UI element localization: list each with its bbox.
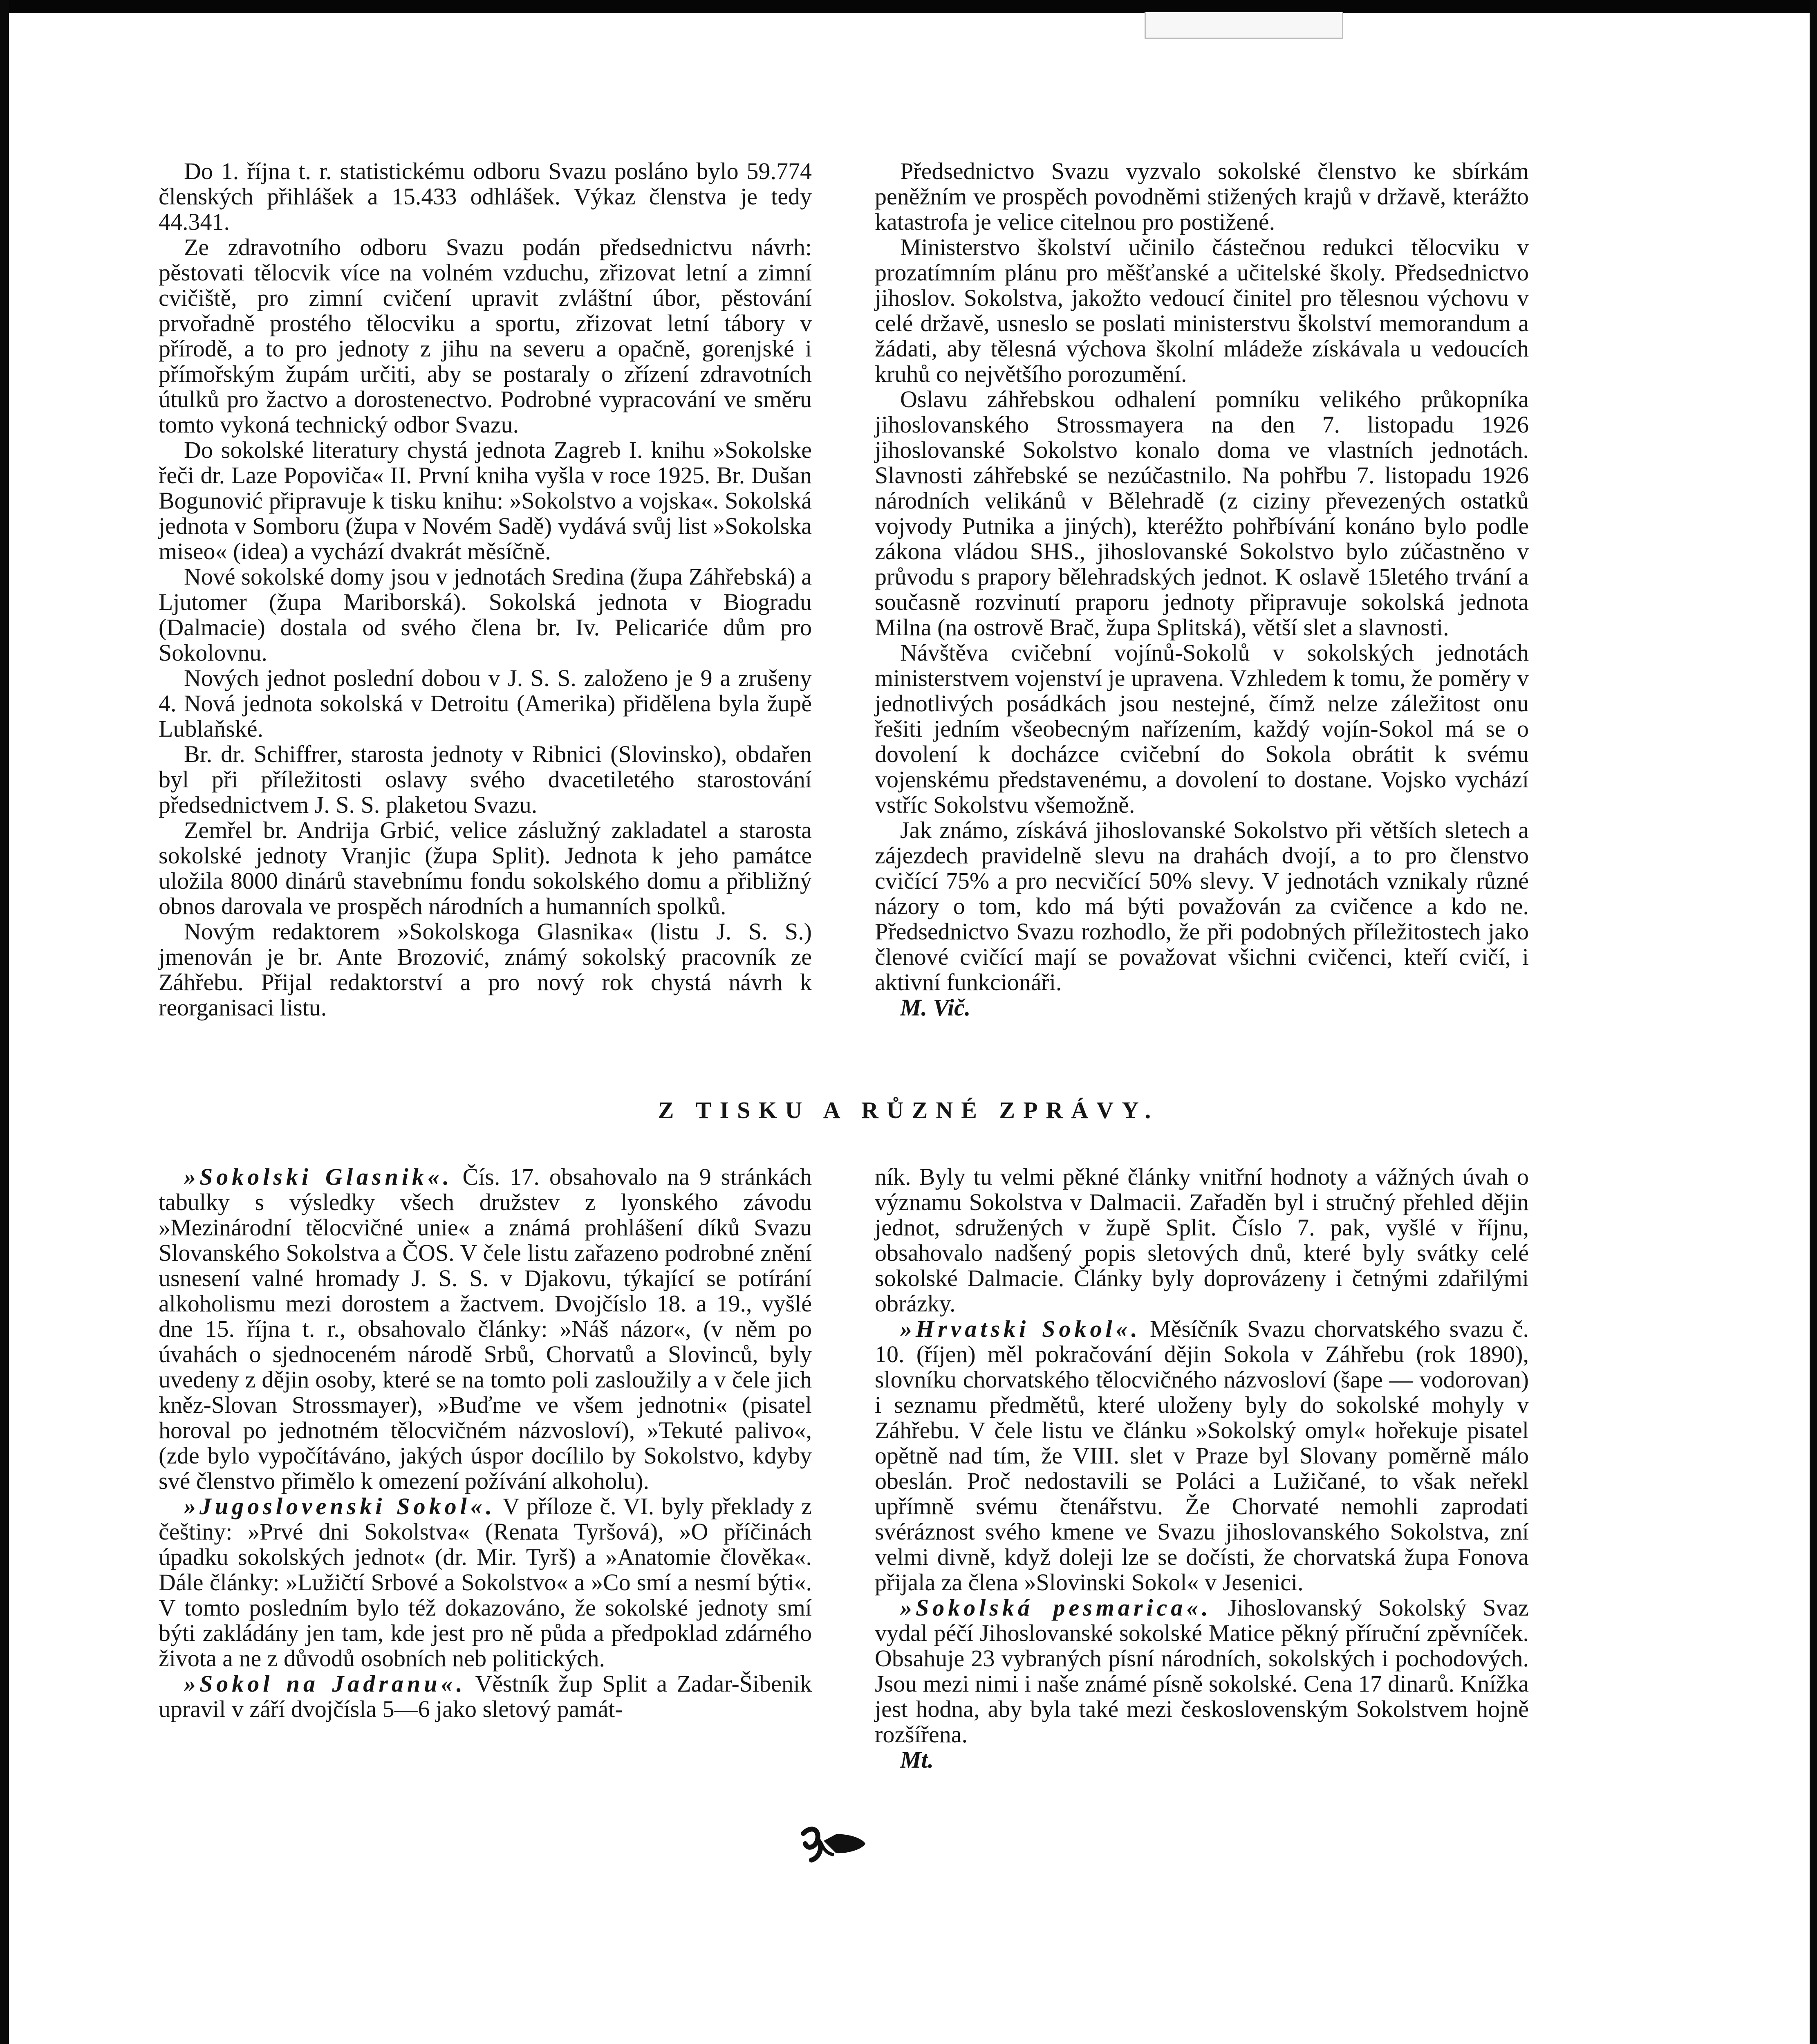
- periodical-title: »Sokolská pesmarica«.: [900, 1594, 1212, 1621]
- bottom-right-column: [875, 1164, 1529, 1773]
- paragraph: Návštěva cvičební vojínů-Sokolů v sokolských jednotách ministerstvem vojenství je upravena. Vzhledem k tomu, že poměry v jednotlivých posádkách jsou nestejné, čímž nelze záležitost onu řešiti jedním všeobecným nařízením, každý vojín-Sokol má se o dovolení k docházce cvičební do Sokola obrátit k svému vojenskému představenému, a dovolení to dostane. Vojsko vychází vstříc Sokolstvu všemožně.: [875, 639, 1529, 818]
- press-item: [159, 1671, 812, 1722]
- scan-border-top: [0, 0, 1817, 13]
- paragraph: Do sokolské literatury chystá jednota Zagreb I. knihu »Sokolske řeči dr. Laze Popoviča« II. První kniha vyšla v roce 1925. Br. Dušan Bogunović připravuje k tisku knihu: »Sokolstvo a vojska«. Sokolská jednota v Somboru (župa v Novém Sadě) vydává svůj list »Sokolska miseo« (idea) a vychází dvakrát měsíčně.: [159, 437, 812, 565]
- top-right-column: [875, 159, 1529, 1020]
- press-item: [875, 1164, 1529, 1316]
- item-text: Měsíčník Svazu chorvatského svazu č. 10. (říjen) měl pokračování dějin Sokola v Záhřebu (rok 1890), slovníku chorvatského tělocvičného názvosloví (šape — vodorovan) i seznamu předmětů, které uloženy byly do sokolské mohyly v Záhřebu. V čele listu ve článku »Sokolský omyl« hořekuje pisatel opětně nad tím, že VIII. slet v Praze byl Slovany poměrně málo obeslán. Proč nedostavili se Poláci a Lužičané, to však neřekl upřímně svému čtenářstvu. Že Chorvaté nemohli zaprodati svéráznost svého kmene ve Svazu jihoslovanského Sokolstva, zní velmi divně, když doleji lze se dočísti, že chorvatská župa Fonova přijala za člena »Slovinski Sokol« v Jesenici.: [875, 1316, 1529, 1596]
- periodical-title: »Sokolski Glasnik«.: [184, 1163, 453, 1190]
- section-title: Z TISKU A RŮZNÉ ZPRÁVY.: [658, 1097, 1159, 1123]
- ornament-icon: [795, 1821, 869, 1866]
- paragraph: Do 1. října t. r. statistickému odboru Svazu posláno bylo 59.774 členských přihlášek a 15.433 odhlášek. Výkaz členstva je tedy 44.341.: [159, 158, 812, 235]
- bottom-left-column: [159, 1164, 812, 1722]
- item-text: ník. Byly tu velmi pěkné články vnitřní hodnoty a vážných úvah o významu Sokolstva v Dalmacii. Zařaděn byl i stručný přehled dějin jednot, sdružených v župě Split. Číslo 7. pak, vyšlé v říjnu, obsahovalo nadšený popis sletových dnů, které byly svátky celé sokolské Dalmacie. Články byly doprovázeny i četnými zdařilými obrázky.: [875, 1163, 1529, 1317]
- paragraph: Zemřel br. Andrija Grbić, velice záslužný zakladatel a starosta sokolské jednoty Vranjic (župa Split). Jednota k jeho památce uložila 8000 dinárů stavebnímu fondu sokolského domu a přibližný obnos darovala ve prospěch národních a humanních spolků.: [159, 817, 812, 919]
- item-text: V příloze č. VI. byly překlady z češtiny: »Prvé dni Sokolstva« (Renata Tyršová), »O příčinách úpadku sokolských jednot« (dr. Mir. Tyrš) a »Anatomie člověka«. Dále články: »Lužičtí Srbové a Sokolstvo« a »Co smí a nesmí býti«. V tomto posledním bylo též dokazováno, že sokolské jednoty smí býti zakládány jen tam, kde jest pro ně půda a předpoklad zdárného života a ne z důvodů osobních neb politických.: [159, 1493, 812, 1672]
- press-item: [875, 1595, 1529, 1747]
- paragraph: Ministerstvo školství učinilo částečnou redukci tělocviku v prozatímním plánu pro měšťanské a učitelské školy. Předsednictvo jihoslov. Sokolstva, jakožto vedoucí činitel pro tělesnou výchovu v celé državě, usneslo se poslati ministerstvu školství memorandum a žádati, aby tělesná výchova školní mládeže získávala u vedoucích kruhů co největšího porozumění.: [875, 234, 1529, 387]
- item-text: Věstník žup Split a Zadar-Šibenik upravil v září dvojčísla 5—6 jako sletový památ-: [159, 1670, 812, 1722]
- library-stamp: [1145, 12, 1343, 39]
- paragraph: Br. dr. Schiffrer, starosta jednoty v Ribnici (Slovinsko), obdařen byl při příležitosti oslavy svého dvacetiletého starostování předsednictvem J. S. S. plaketou Svazu.: [159, 741, 812, 818]
- item-text: Čís. 17. obsahovalo na 9 stránkách tabulky s výsledky všech družstev z lyonského závodu »Mezinárodní tělocvičné unie« a známá prohlášení díků Svazu Slovanského Sokolstva a ČOS. V čele listu zařazeno podrobné znění usnesení valné hromady J. S. S. v Djakovu, týkající se potírání alkoholismu mezi dorostem a žactvem. Dvojčíslo 18. a 19., vyšlé dne 15. října t. r., obsahovalo články: »Náš názor«, (v něm po úvahách o sjednoceném národě Srbů, Chorvatů a Slovinců, byly uvedeny z dějin osoby, které se na tomto poli zasloužily a v čele jich kněz-Slovan Strossmayer), »Buďme ve všem jednotni« (pisatel horoval po jednotném tělocvičném názvosloví), »Tekuté palivo«, (zde bylo vypočítáváno, jakých úspor docílilo by Sokolstvo, kdyby své členstvo přimělo k omezení požívání alkoholu).: [159, 1163, 812, 1494]
- paragraph: Předsednictvo Svazu vyzvalo sokolské členstvo ke sbírkám peněžním ve prospěch povodněmi stižených krajů v državě, kterážto katastrofa je velice citelnou pro postižené.: [875, 158, 1529, 235]
- top-left-column: [159, 159, 812, 1020]
- author-signature: M. Vič.: [900, 994, 971, 1021]
- paragraph: Ze zdravotního odboru Svazu podán předsednictvu návrh: pěstovati tělocvik více na volném vzduchu, zřizovat letní a zimní cvičiště, pro zimní cvičení upravit zvláštní úbor, pěstování prvořadně prostého tělocviku a sportu, zřizovat letní tábory v přírodě, a to pro jednoty z jihu na severu a opačně, gorenjské i přímořským župám určiti, aby se postaraly o zřízení zdravotních útulků pro žactvo a dorostenectvo. Podrobné vypracování ve směru tomto vykoná technický odbor Svazu.: [159, 234, 812, 438]
- scan-border-right: [1810, 0, 1817, 2044]
- paragraph: Nových jednot poslední dobou v J. S. S. založeno je 9 a zrušeny 4. Nová jednota sokolská v Detroitu (Amerika) přidělena byla župě Lublaňské.: [159, 665, 812, 742]
- press-item: [159, 1164, 812, 1494]
- item-text: Jihoslovanský Sokolský Svaz vydal péčí Jihoslovanské sokolské Matice pěkný příruční zpěvníček. Obsahuje 23 vybraných písní národních, sokolských i pochodových. Jsou mezi nimi i naše známé písně sokolské. Cena 17 dinarů. Knížka jest hodna, aby byla také mezi československým Sokolstvem hojně rozšířena.: [875, 1594, 1529, 1748]
- periodical-title: »Sokol na Jadranu«.: [184, 1670, 466, 1697]
- paragraph: Nové sokolské domy jsou v jednotách Sredina (župa Záhřebská) a Ljutomer (župa Mariborská). Sokolská jednota v Biogradu (Dalmacie) dostala od svého člena br. Iv. Pelicariće dům pro Sokolovnu.: [159, 563, 812, 666]
- paragraph: Jak známo, získává jihoslovanské Sokolstvo při větších sletech a zájezdech pravidelně slevu na drahách dvojí, a to pro členstvo cvičící 75% a pro necvičící 50% slevy. V jednotách vznikaly různé názory o tom, kdo má býti považován za cvičence a kdo ne. Předsednictvo Svazu rozhodlo, že při podobných příležitostech jako členové cvičící mají se považovat všichni cvičenci, kteří cvičí, i aktivní funkcionáři.: [875, 817, 1529, 995]
- press-item: [159, 1494, 812, 1671]
- paragraph: Novým redaktorem »Sokolskoga Glasnika« (listu J. S. S.) jmenován je br. Ante Brozović, známý sokolský pracovník ze Záhřebu. Přijal redaktorství a pro nový rok chystá návrh k reorganisaci listu.: [159, 918, 812, 1021]
- periodical-title: »Hrvatski Sokol«.: [900, 1316, 1141, 1342]
- author-signature: Mt.: [900, 1746, 934, 1773]
- periodical-title: »Jugoslovenski Sokol«.: [184, 1493, 496, 1520]
- paragraph: Oslavu záhřebskou odhalení pomníku velikého průkopníka jihoslovanského Strossmayera na den 7. listopadu 1926 jihoslovanské Sokolstvo konalo doma ve vlastních jednotách. Slavnosti záhřebské se nezúčastnilo. Na pohřbu 7. listopadu 1926 národních velikánů v Bělehradě (z ciziny převezených ostatků vojvody Putnika a jiných), kteréžto pohřbívání konáno bylo podle zákona vládou SHS., jihoslovanské Sokolstvo bylo zúčastněno v průvodu s prapory bělehradských jednot. K oslavě 15letého trvání a současně rozvinutí praporu jednoty připravuje sokolská jednota Milna (na ostrově Brač, župa Splitská), větší slet a slavnosti.: [875, 386, 1529, 641]
- scan-border-left: [0, 0, 9, 2044]
- press-item: [875, 1316, 1529, 1595]
